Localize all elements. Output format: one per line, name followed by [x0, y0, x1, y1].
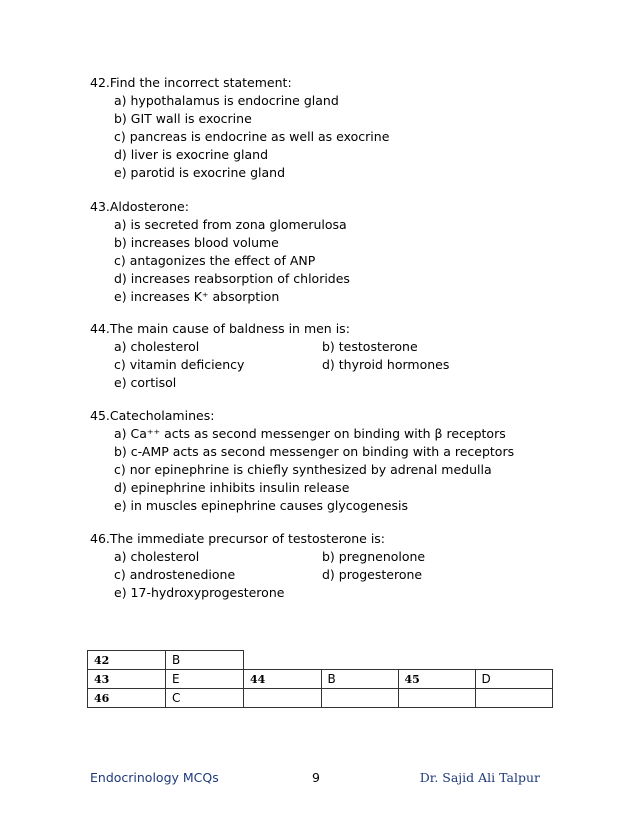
option: c) nor epinephrine is chiefly synthesized by adrenal medulla — [114, 462, 492, 477]
option: d) progesterone — [322, 567, 423, 582]
option: e) increases K⁺ absorption — [114, 289, 280, 304]
option: e) 17-hydroxyprogesterone — [114, 585, 285, 600]
option: c) androstenedione — [114, 567, 236, 582]
answer-letter: E — [166, 670, 244, 689]
footer-title: Endocrinology MCQs — [90, 770, 219, 785]
question-45 — [90, 407, 514, 515]
option: d) increases reabsorption of chlorides — [114, 271, 350, 286]
answer-number: 42 — [88, 651, 166, 670]
answer-letter: D — [475, 670, 552, 689]
option: d) epinephrine inhibits insulin release — [114, 480, 350, 495]
question-stem: 42.Find the incorrect statement: — [90, 75, 292, 90]
table-row — [88, 689, 553, 708]
question-stem: 43.Aldosterone: — [90, 199, 189, 214]
table-row — [88, 651, 553, 670]
question-stem: 44.The main cause of baldness in men is: — [90, 321, 350, 336]
option: a) cholesterol — [114, 549, 200, 564]
option: b) pregnenolone — [322, 549, 426, 564]
question-44 — [90, 320, 449, 392]
answer-number: 44 — [244, 670, 322, 689]
answer-number: 43 — [88, 670, 166, 689]
option: d) thyroid hormones — [322, 357, 450, 372]
option-row — [114, 338, 449, 356]
option-row — [114, 548, 425, 566]
option: b) testosterone — [322, 339, 418, 354]
option: e) parotid is exocrine gland — [114, 165, 286, 180]
question-43 — [90, 198, 350, 306]
option: b) GIT wall is exocrine — [114, 111, 252, 126]
option: a) is secreted from zona glomerulosa — [114, 217, 347, 232]
question-42 — [90, 74, 389, 182]
answer-number: 46 — [88, 689, 166, 708]
answer-letter: C — [166, 689, 244, 708]
question-stem: 46.The immediate precursor of testosterone is: — [90, 531, 386, 546]
option: c) pancreas is endocrine as well as exocrine — [114, 129, 390, 144]
page-number: 9 — [312, 770, 320, 785]
option-row — [114, 566, 425, 584]
answer-number: 45 — [398, 670, 475, 689]
footer-author: Dr. Sajid Ali Talpur — [419, 770, 540, 785]
option: b) increases blood volume — [114, 235, 279, 250]
answer-letter: B — [166, 651, 244, 670]
table-row — [88, 670, 553, 689]
option: c) vitamin deficiency — [114, 357, 245, 372]
question-stem: 45.Catecholamines: — [90, 408, 215, 423]
answer-table — [87, 650, 553, 708]
option: c) antagonizes the effect of ANP — [114, 253, 316, 268]
option: a) hypothalamus is endocrine gland — [114, 93, 339, 108]
option: e) in muscles epinephrine causes glycogenesis — [114, 498, 409, 513]
option: b) c-AMP acts as second messenger on binding with a receptors — [114, 444, 515, 459]
option: d) liver is exocrine gland — [114, 147, 269, 162]
option: a) Ca⁺⁺ acts as second messenger on binding with β receptors — [114, 426, 506, 441]
option-row — [114, 356, 449, 374]
answer-letter: B — [321, 670, 398, 689]
option: a) cholesterol — [114, 339, 200, 354]
option: e) cortisol — [114, 375, 177, 390]
question-46 — [90, 530, 425, 602]
